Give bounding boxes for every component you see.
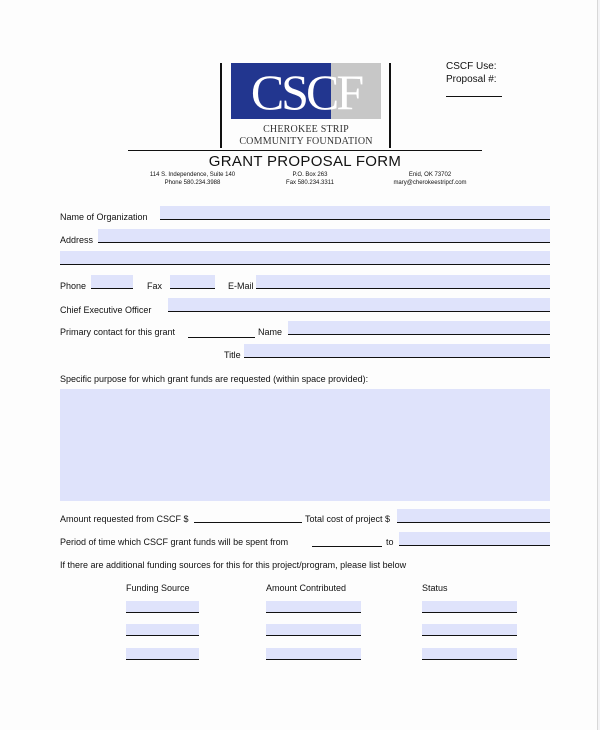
address-city: Enid, OK 73702 [408, 172, 452, 178]
amount-contributed-row3[interactable] [266, 648, 361, 660]
funding-source-row1[interactable] [126, 601, 199, 613]
purpose-textarea[interactable] [60, 389, 550, 501]
logo-org-line1: CHEROKEE STRIP [263, 124, 349, 135]
proposal-number-label: Proposal #: [446, 74, 497, 85]
contact-name-label: Name [258, 327, 283, 337]
organization-field[interactable] [160, 206, 550, 220]
primary-contact-label: Primary contact for this grant [60, 327, 176, 337]
contact-title-field[interactable] [244, 344, 550, 358]
logo-left-rule [220, 63, 222, 148]
address-field-line1[interactable] [98, 229, 550, 243]
page-title: GRANT PROPOSAL FORM [208, 153, 402, 170]
cscf-use-label: CSCF Use: [446, 61, 497, 72]
phone-label: Phone [60, 281, 87, 291]
amount-requested-label: Amount requested from CSCF $ [60, 514, 189, 524]
proposal-number-line [446, 96, 502, 97]
address-field-line2[interactable] [60, 251, 550, 265]
status-row3[interactable] [422, 648, 517, 660]
address-label: Address [60, 235, 94, 245]
period-to-field[interactable] [399, 532, 550, 546]
status-row1[interactable] [422, 601, 517, 613]
organization-label: Name of Organization [60, 212, 148, 222]
fax-label: Fax [147, 281, 163, 291]
purpose-label: Specific purpose for which grant funds are requested (within space provided): [60, 374, 369, 384]
logo-org-line2: COMMUNITY FOUNDATION [239, 136, 373, 147]
primary-contact-line[interactable] [188, 337, 255, 338]
funding-source-header: Funding Source [126, 583, 190, 593]
header-rule [128, 150, 482, 151]
period-to-label: to [386, 537, 394, 547]
phone-field[interactable] [91, 275, 133, 289]
period-label: Period of time which CSCF grant funds will be spent from [60, 537, 289, 547]
logo-right-rule [389, 63, 391, 148]
address-po-box: P.O. Box 263 [292, 172, 328, 178]
amount-contributed-row1[interactable] [266, 601, 361, 613]
funding-source-row2[interactable] [126, 624, 199, 636]
address-email: mary@cherokeestripcf.com [393, 180, 467, 186]
period-from-line[interactable] [312, 546, 382, 547]
email-field[interactable] [256, 275, 550, 289]
additional-sources-label: If there are additional funding sources for this for this project/program, please list below [60, 560, 407, 570]
address-phone: Phone 580.234.3988 [164, 180, 221, 186]
total-cost-label: Total cost of project $ [305, 514, 391, 524]
amount-contributed-row2[interactable] [266, 624, 361, 636]
address-street: 114 S. Independence, Suite 140 [149, 172, 236, 178]
funding-source-row3[interactable] [126, 648, 199, 660]
fax-field[interactable] [170, 275, 215, 289]
contact-title-label: Title [224, 350, 241, 360]
logo-letters: CSCF [250, 64, 362, 120]
ceo-label: Chief Executive Officer [60, 305, 152, 315]
address-fax: Fax 580.234.3311 [286, 180, 334, 186]
amount-requested-line[interactable] [194, 522, 302, 523]
email-label: E-Mail [228, 281, 254, 291]
status-header: Status [422, 583, 448, 593]
ceo-field[interactable] [168, 298, 550, 312]
total-cost-field[interactable] [397, 509, 550, 523]
contact-name-field[interactable] [288, 321, 550, 335]
status-row2[interactable] [422, 624, 517, 636]
amount-contributed-header: Amount Contributed [266, 583, 347, 593]
